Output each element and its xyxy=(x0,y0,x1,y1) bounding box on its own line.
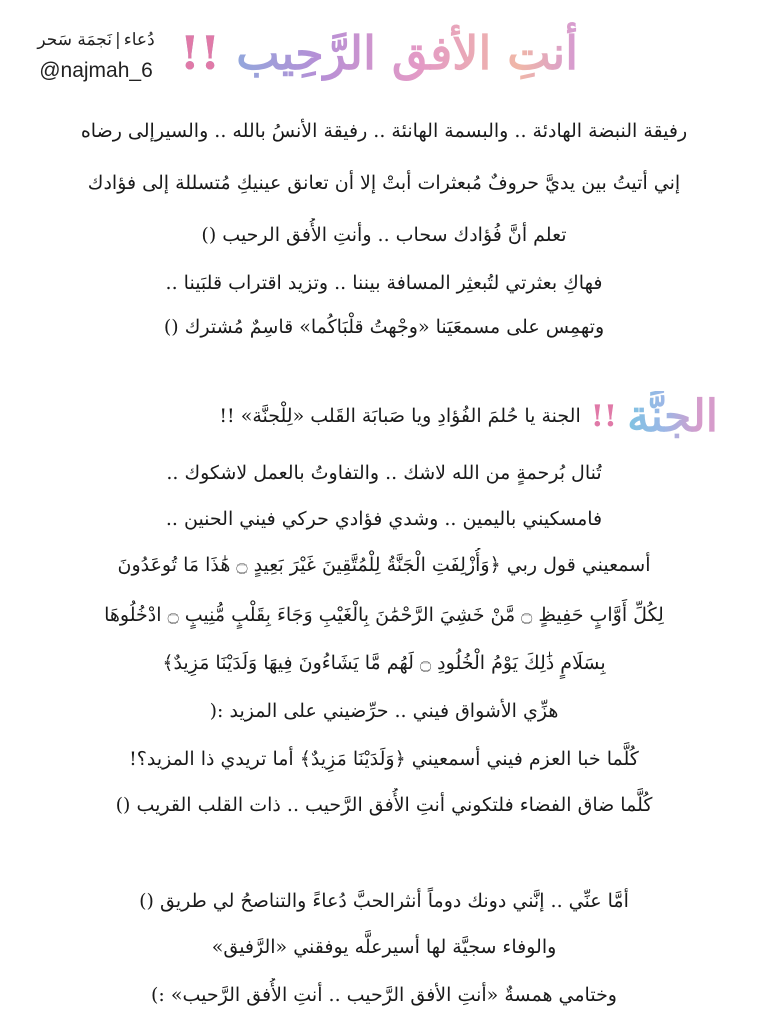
poem-line: إني أتيتُ بين يديَّ حروفٌ مُبعثرات أبتْ إلا أن تعانق عينيكِ مُتسللة إلى فؤادك xyxy=(87,172,681,194)
quran-line: أسمعيني قول ربي ﴿وَأُزْلِفَتِ الْجَنَّةُ لِلْمُتَّقِينَ غَيْرَ بَعِيدٍ ۝ هَٰذَا مَا تُوعَدُونَ xyxy=(117,554,651,576)
quran-line: بِسَلَامٍ ذَٰلِكَ يَوْمُ الْخُلُودِ ۝ لَهُم مَّا يَشَاءُونَ فِيهَا وَلَدَيْنَا مَزِيدٌ﴾ xyxy=(162,652,606,674)
poem-line: وختامي همسةٌ «أنتِ الأفق الرَّحيب .. أنتِ الأُفق الرَّحيب» :) xyxy=(150,984,617,1006)
section-heading xyxy=(219,386,718,446)
section-subtitle: الجنة يا حُلمَ الفُؤادِ ويا صَبابَة القَلب «لِلْجنَّة» !! xyxy=(219,405,581,427)
page-title xyxy=(180,18,578,88)
section-title: الجنَّة xyxy=(627,390,718,442)
author-separator: | xyxy=(115,30,121,50)
poem-line: تعلم أنَّ فُؤادك سحاب .. وأنتِ الأُفق الرحيب () xyxy=(201,224,567,246)
author-line xyxy=(16,28,176,52)
author-handle: @najmah_6 xyxy=(39,59,153,82)
author-name: نَجمَة سَحر xyxy=(37,30,113,50)
page-title-exclaim: !! xyxy=(179,26,221,80)
poem-line: فهاكِ بعثرتي لتُبعثِر المسافة بيننا .. وتزيد اقتراب قلبَينا .. xyxy=(165,272,603,294)
poem-line: فامسكيني باليمين .. وشدي فؤادي حركي فيني الحنين .. xyxy=(165,508,603,530)
poem-line: أمَّا عنِّي .. إنَّني دونك دوماً أنثرالحبَّ دُعاءً والتناصحُ لي طريق () xyxy=(139,890,629,912)
poem-line: كُلَّما خبا العزم فيني أسمعيني ﴿وَلَدَيْنَا مَزِيدٌ﴾ أما تريدي ذا المزيد؟! xyxy=(129,748,639,770)
poem-line: وتهمِس على مسمعَيَنا «وجْهتُ قلْبَاكُما» قاسِمٌ مُشترك () xyxy=(163,316,605,338)
section-title-exclaim: !! xyxy=(590,398,618,434)
poem-line: رفيقة النبضة الهادئة .. والبسمة الهانئة .. رفيقة الأنسُ بالله .. والسيرإلى رضاه xyxy=(80,120,688,142)
poem-line: هزِّي الأشواق فيني .. حرِّضيني على المزيد :( xyxy=(209,700,559,722)
author-block xyxy=(16,28,176,86)
page-title-text: أنتِ الأفق الرَّحِيب xyxy=(236,26,578,80)
poem-line: كُلَّما ضاق الفضاء فلتكوني أنتِ الأُفق الرَّحيب .. ذات القلب القريب () xyxy=(115,794,653,816)
quran-line: لِكُلِّ أَوَّابٍ حَفِيظٍ ۝ مَّنْ خَشِيَ الرَّحْمَٰنَ بِالْغَيْبِ وَجَاءَ بِقَلْبٍ مُّنِيبٍ ۝ ادْخُلُوهَا xyxy=(104,604,664,626)
author-label: دُعاء xyxy=(123,30,155,50)
poem-line: والوفاء سجيَّة لها أسيرعلَّه يوفقني «الرَّفيق» xyxy=(211,936,557,958)
poem-line: تُنال بُرحمةٍ من الله لاشك .. والتفاوتُ بالعمل لاشكوك .. xyxy=(166,462,602,484)
